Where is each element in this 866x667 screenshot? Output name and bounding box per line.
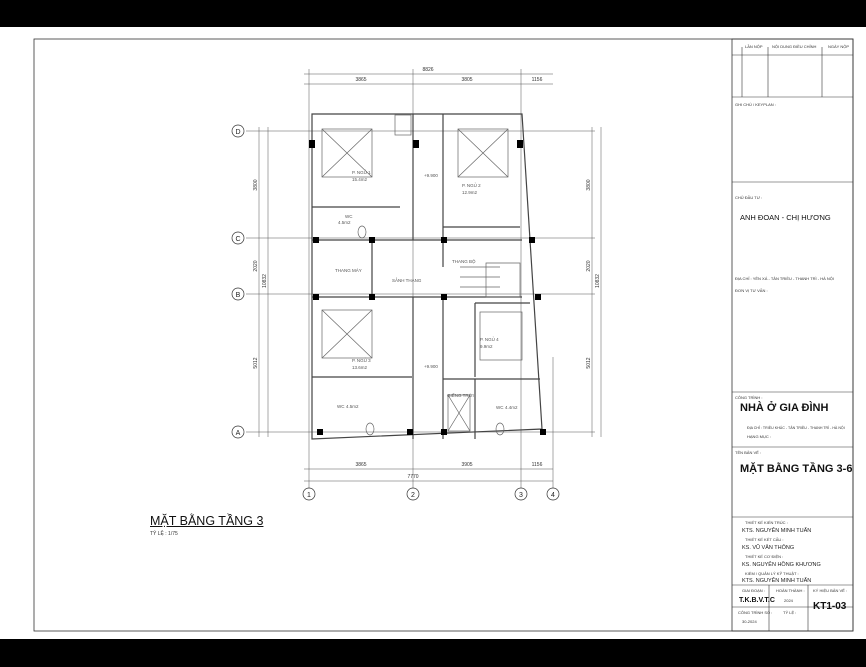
done-label: HOÀN THÀNH :	[776, 588, 805, 593]
phase-label: GIAI ĐOẠN :	[742, 588, 765, 593]
dim-bottom-2: 3905	[461, 462, 473, 468]
dim-left-3: 5012	[253, 357, 259, 369]
room-wc2: WC	[337, 404, 345, 409]
room-wc1-area: 4.5m2	[338, 220, 351, 225]
dim-top-2: 3805	[461, 77, 473, 83]
room-wc3-area: 4.4m2	[505, 405, 518, 410]
room-wc1: WC	[345, 214, 353, 219]
done-value: 2024	[784, 598, 793, 603]
drawing-scale: TỶ LỆ : 1/75	[150, 531, 178, 537]
sheet-name: MẶT BẰNG TẦNG 3-6	[740, 463, 853, 475]
owner-name: ANH ĐOAN - CHỊ HƯƠNG	[740, 213, 831, 222]
room-lobby: SẢNH THANG	[392, 278, 422, 283]
room-bed4: P. NGỦ 4	[480, 337, 499, 342]
phase-value: T.K.B.V.T.C	[739, 597, 775, 604]
rev-col-1: LẦN NỘP	[745, 44, 763, 49]
room-shaft: GIẾNG TRỜI	[447, 393, 474, 398]
mep-label: THIẾT KẾ CƠ ĐIỆN :	[745, 554, 784, 559]
sheet-no-label: KÝ HIỆU BẢN VẼ :	[813, 588, 848, 593]
consultant-label: ĐƠN VỊ TƯ VẤN :	[735, 288, 768, 293]
dim-bottom-total: 7770	[407, 474, 419, 480]
drawing-title: MẶT BẰNG TẦNG 3	[150, 514, 264, 528]
room-bed4-area: 9.9m2	[480, 344, 493, 349]
grid-col-4: 4	[551, 492, 555, 499]
grid-row-c: C	[235, 236, 241, 243]
grid-col-2: 2	[411, 492, 415, 499]
room-stair: THANG BỘ	[452, 259, 476, 264]
room-wc3: WC	[496, 405, 504, 410]
owner-label: CHỦ ĐẦU TƯ :	[735, 195, 763, 200]
rev-col-3: NGÀY NỘP	[828, 44, 850, 49]
drawing-sheet	[0, 27, 866, 639]
dim-right-2: 2020	[586, 260, 592, 272]
project-label: CÔNG TRÌNH :	[735, 395, 763, 400]
owner-address: ĐỊA CHỈ : YÊN XÁ - TÂN TRIỀU - THANH TRÌ - HÀ NỘI	[735, 276, 834, 281]
project-name: NHÀ Ở GIA ĐÌNH	[740, 402, 829, 414]
ratio-label: TỶ LỆ :	[783, 610, 797, 615]
rev-col-2: NỘI DUNG ĐIỀU CHỈNH	[772, 44, 817, 49]
room-lift: THANG MÁY	[335, 268, 362, 273]
item-label: HẠNG MỤC :	[747, 434, 771, 439]
grid-row-a: A	[235, 430, 241, 437]
dim-right-1: 3800	[586, 179, 592, 191]
room-bed1: P. NGỦ 1	[352, 170, 371, 175]
room-bed1-area: 15.4m2	[352, 177, 368, 182]
dim-bottom-1: 3865	[355, 462, 367, 468]
arch-name: KTS. NGUYỄN MINH TUẤN	[742, 528, 812, 534]
arch-label: THIẾT KẾ KIẾN TRÚC :	[745, 520, 788, 525]
sheet-no: KT1-03	[813, 601, 847, 612]
dim-left-total: 10832	[262, 274, 268, 288]
work-no-label: CÔNG TRÌNH SỐ :	[738, 610, 773, 615]
grid-col-1: 1	[307, 492, 311, 499]
notes-label: GHI CHÚ / KEYPLAN :	[735, 102, 776, 107]
project-address: ĐỊA CHỈ : TRIỀU KHÚC - TÂN TRIỀU - THANH TRÌ - HÀ NỘI	[747, 426, 845, 430]
level-mark-2: +9.900	[424, 364, 438, 369]
room-wc2-area: 4.5m2	[346, 404, 359, 409]
grid-row-b: B	[235, 292, 241, 299]
dim-right-3: 5012	[586, 357, 592, 369]
dim-left-2: 2020	[253, 260, 259, 272]
room-bed3: P. NGỦ 3	[352, 358, 371, 363]
qa-label: KIỂM / QUẢN LÝ KỸ THUẬT :	[745, 571, 799, 576]
floor-plan	[0, 27, 866, 639]
grid-row-d: D	[235, 129, 241, 136]
sheet-name-label: TÊN BẢN VẼ :	[735, 450, 762, 455]
title-block-frame	[732, 39, 853, 631]
mep-name: KS. NGUYỄN HỒNG KHƯƠNG	[742, 562, 821, 568]
struct-label: THIẾT KẾ KẾT CẤU :	[745, 537, 784, 542]
room-bed3-area: 13.6m2	[352, 365, 368, 370]
grid-col-3: 3	[519, 492, 523, 499]
qa-name: KTS. NGUYỄN MINH TUẤN	[742, 578, 812, 584]
dim-left-1: 3800	[253, 179, 259, 191]
work-no: 30-2024	[742, 619, 757, 624]
room-bed2: P. NGỦ 2	[462, 183, 481, 188]
dim-bottom-3: 1156	[531, 462, 543, 468]
room-bed2-area: 12.9m2	[462, 190, 478, 195]
level-mark-1: +9.900	[424, 173, 438, 178]
dim-top-1: 3865	[355, 77, 367, 83]
struct-name: KS. VŨ VĂN THÔNG	[742, 545, 795, 551]
dim-top-3: 1156	[531, 77, 543, 83]
dim-top-total: 8826	[422, 67, 434, 73]
dim-right-total: 10832	[595, 274, 601, 288]
